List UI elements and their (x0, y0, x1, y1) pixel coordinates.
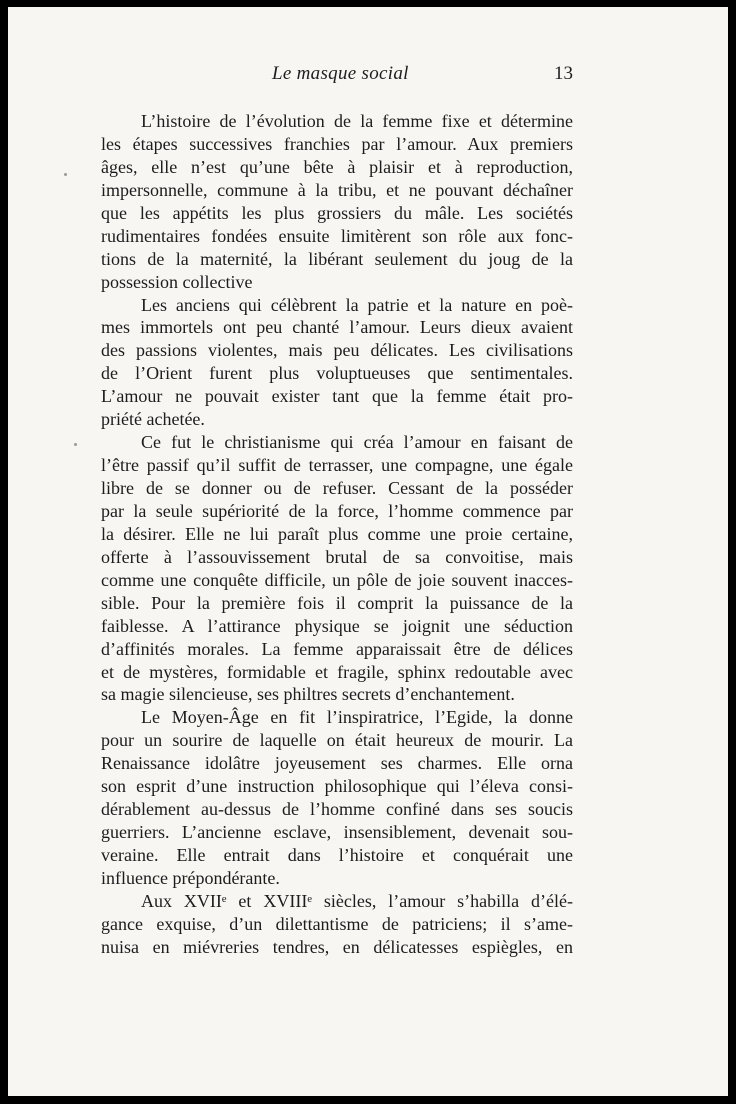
text-line: veraine. Elle entrait dans l’histoire et conquérait une (101, 845, 573, 865)
paragraph-4 (101, 706, 573, 890)
text-line: offerte à l’assouvissement brutal de sa convoitise, mais (101, 546, 573, 567)
text-line: tions de la maternité, la libérant seulement du joug de la (101, 248, 573, 269)
text-line: impersonnelle, commune à la tribu, et ne pouvant déchaîner (101, 179, 573, 200)
text-line: l’être passif qu’il suffit de terrasser, une compagne, une égale (101, 455, 573, 476)
text-line: rudimentaires fondées ensuite limitèrent son rôle aux fonc- (101, 225, 573, 246)
text-line: L’amour ne pouvait exister tant que la femme était pro- (101, 386, 573, 407)
text-line: que les appétits les plus grossiers du mâle. Les sociétés (101, 202, 573, 223)
paragraph-1 (101, 110, 573, 294)
paragraph-5 (101, 890, 573, 959)
running-title: Le masque social (272, 63, 409, 84)
text-line: son esprit d’une instruction philosophique qui l’éleva consi- (101, 776, 573, 797)
text-line: mes immortels ont peu chanté l’amour. Leurs dieux avaient (101, 317, 573, 338)
paragraph-3 (101, 431, 573, 706)
page-header (8, 63, 728, 93)
text-line: priété achetée. (101, 409, 205, 430)
scan-speck (74, 443, 77, 446)
text-line: comme une conquête difficile, un pôle de joie souvent inacces- (101, 569, 573, 590)
text-line: de l’Orient furent plus voluptueuses que sentimentales. (101, 363, 573, 384)
text-line: les étapes successives franchies par l’amour. Aux premiers (101, 133, 573, 154)
book-page (8, 7, 728, 1096)
text-line: la désirer. Elle ne lui paraît plus comme une proie certaine, (101, 523, 573, 544)
text-line: Aux XVIIᵉ et XVIIIᵉ siècles, l’amour s’habilla d’élé- (141, 890, 573, 911)
text-line: Le Moyen-Âge en fit l’inspiratrice, l’Egide, la donne (141, 707, 573, 728)
text-line: faiblesse. A l’attirance physique se joignit une séduction (101, 615, 573, 636)
scan-speck (64, 173, 67, 176)
text-line: influence prépondérante. (101, 867, 280, 888)
paragraph-2 (101, 294, 573, 432)
text-line: possession collective (101, 271, 253, 292)
text-line: nuisa en miévreries tendres, en délicatesses espiègles, en (101, 936, 573, 957)
text-line: par la seule supériorité de la force, l’homme commence par (101, 500, 573, 521)
text-line: et de mystères, formidable et fragile, sphinx redoutable avec (101, 661, 573, 682)
text-line: sa magie silencieuse, ses philtres secrets d’enchantement. (101, 684, 515, 705)
text-line: des passions violentes, mais peu délicates. Les civilisations (101, 340, 573, 361)
text-line: dérablement au-dessus de l’homme confiné dans ses soucis (101, 799, 573, 820)
text-line: guerriers. L’ancienne esclave, insensiblement, devenait sou- (101, 822, 573, 843)
text-line: Renaissance idolâtre joyeusement ses charmes. Elle orna (101, 753, 573, 774)
text-line: gance exquise, d’un dilettantisme de patriciens; il s’ame- (101, 913, 573, 934)
text-line: libre de se donner ou de refuser. Cessant de la posséder (101, 478, 573, 498)
text-line: âges, elle n’est qu’une bête à plaisir et à reproduction, (101, 156, 573, 177)
body-text (101, 110, 573, 959)
text-line: pour un sourire de laquelle on était heureux de mourir. La (101, 730, 573, 751)
text-line: Les anciens qui célèbrent la patrie et la nature en poè- (141, 294, 573, 315)
page-number: 13 (554, 63, 573, 84)
text-line: L’histoire de l’évolution de la femme fixe et détermine (141, 111, 573, 131)
text-line: sible. Pour la première fois il comprit la puissance de la (101, 592, 573, 613)
text-line: d’affinités morales. La femme apparaissait être de délices (101, 638, 573, 659)
text-line: Ce fut le christianisme qui créa l’amour en faisant de (141, 432, 573, 453)
